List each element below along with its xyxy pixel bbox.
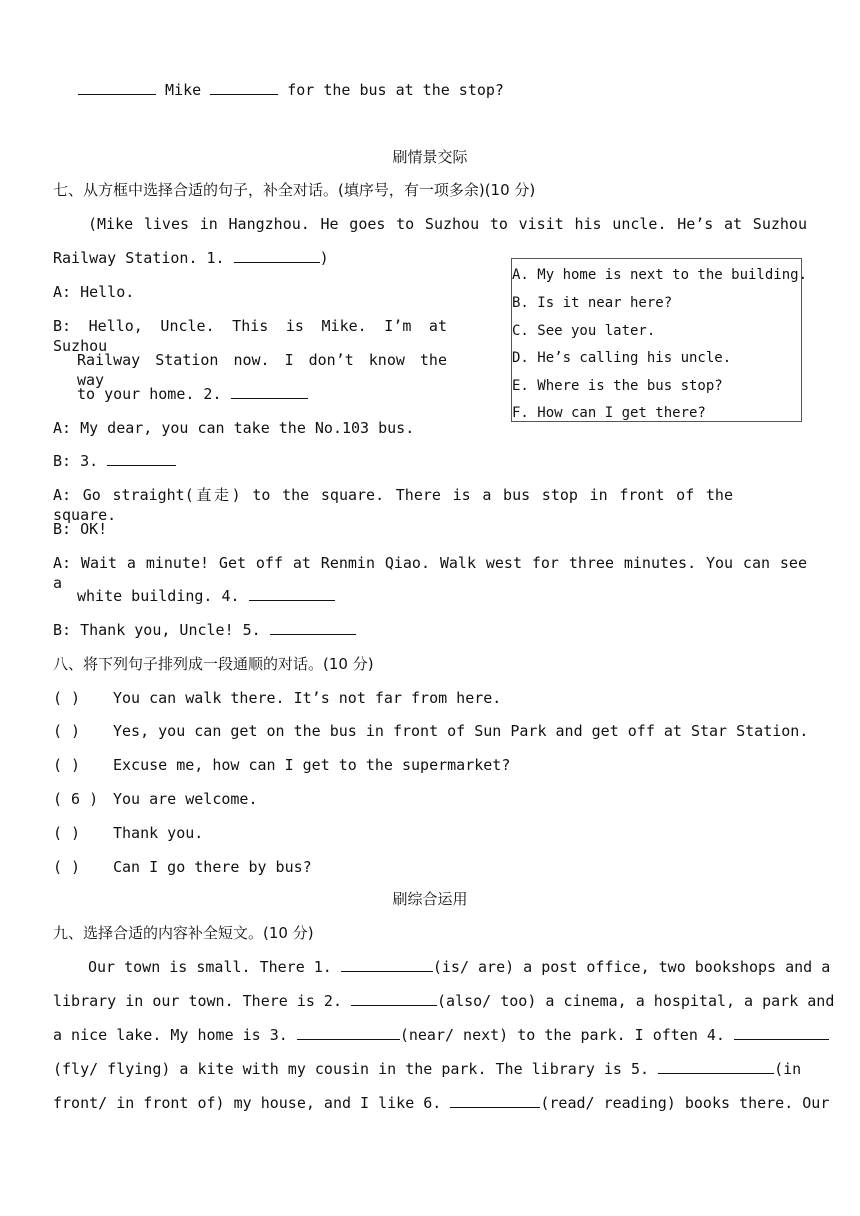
order-number-box[interactable]: ( ) [53, 858, 81, 876]
dialogue-text: B: Thank you, Uncle! 5. [53, 621, 270, 639]
passage-blank-2[interactable] [351, 991, 437, 1006]
q7-intro-line1: (Mike lives in Hangzhou. He goes to Suzhou to visit his uncle. He’s at Suzhou [88, 215, 807, 233]
passage-text: (in [774, 1060, 802, 1078]
top-question-line [78, 80, 504, 100]
order-text: You are welcome. [113, 790, 258, 808]
answer-blank-1[interactable] [234, 248, 320, 263]
answer-blank-4[interactable] [249, 586, 335, 601]
q7-intro-close: ) [319, 249, 329, 267]
order-text: Excuse me, how can I get to the supermarket? [113, 756, 511, 774]
order-item [53, 721, 808, 741]
order-number-box: ( 6 ) [53, 790, 99, 808]
passage-line [88, 957, 830, 977]
order-number-box[interactable]: ( ) [53, 756, 81, 774]
order-item [53, 688, 501, 708]
passage-blank-5[interactable] [658, 1059, 774, 1074]
q8-title: 八、将下列句子排列成一段通顺的对话。(10 分) [53, 655, 374, 673]
dialogue-line [77, 586, 335, 606]
order-item [53, 857, 312, 877]
order-number-box[interactable]: ( ) [53, 689, 81, 707]
answer-blank[interactable] [210, 80, 278, 95]
dialogue-line: A: Hello. [53, 283, 135, 301]
option-e: E. Where is the bus stop? [512, 378, 723, 394]
q7-intro-line2 [53, 248, 329, 268]
dialogue-text: white building. 4. [77, 587, 249, 605]
dialogue-line: A: Go straight(直走) to the square. There is a bus stop in front of the square. [53, 486, 733, 524]
q7-intro-text: Railway Station. 1. [53, 249, 234, 267]
passage-text: (read/ reading) books there. Our [540, 1094, 830, 1112]
passage-blank-6[interactable] [450, 1093, 540, 1108]
dialogue-text: B: 3. [53, 452, 108, 470]
passage-line [53, 991, 834, 1011]
passage-blank-1[interactable] [341, 957, 433, 972]
passage-line [53, 1025, 829, 1045]
dialogue-line [53, 620, 356, 640]
section-heading-comprehensive: 刷综合运用 [392, 890, 468, 908]
passage-text: (also/ too) a cinema, a hospital, a park and [437, 992, 835, 1010]
order-item [53, 755, 510, 775]
option-f: F. How can I get there? [512, 405, 706, 421]
option-c: C. See you later. [512, 323, 656, 339]
order-item [53, 789, 258, 809]
passage-text: (fly/ flying) a kite with my cousin in the park. The library is 5. [53, 1060, 659, 1078]
order-number-box[interactable]: ( ) [53, 824, 81, 842]
q9-title: 九、选择合适的内容补全短文。(10 分) [53, 924, 314, 942]
dialogue-line [77, 384, 308, 404]
dialogue-line: A: Wait a minute! Get off at Renmin Qiao. Walk west for three minutes. You can see a [53, 554, 807, 592]
passage-blank-3[interactable] [297, 1025, 400, 1040]
top-question-mid: Mike [156, 81, 211, 99]
option-b: B. Is it near here? [512, 295, 673, 311]
order-text: You can walk there. It’s not far from here. [113, 689, 502, 707]
dialogue-line [53, 451, 176, 471]
order-text: Can I go there by bus? [113, 858, 312, 876]
dialogue-text: to your home. 2. [77, 385, 231, 403]
options-box [511, 258, 808, 422]
passage-line [53, 1059, 801, 1079]
option-a: A. My home is next to the building. [512, 267, 808, 283]
top-question-tail: for the bus at the stop? [278, 81, 504, 99]
passage-line [53, 1093, 829, 1113]
dialogue-line: B: Hello, Uncle. This is Mike. I’m at Suzhou [53, 317, 447, 355]
q7-title: 七、从方框中选择合适的句子，补全对话。(填序号，有一项多余)(10 分) [53, 181, 536, 199]
order-item [53, 823, 203, 843]
passage-text: (is/ are) a post office, two bookshops and a [432, 958, 831, 976]
passage-text: a nice lake. My home is 3. [53, 1026, 297, 1044]
dialogue-line: Railway Station now. I don’t know the way [77, 351, 447, 389]
order-text: Thank you. [113, 824, 204, 842]
answer-blank-2[interactable] [231, 384, 308, 399]
order-number-box[interactable]: ( ) [53, 722, 81, 740]
passage-text: (near/ next) to the park. I often 4. [399, 1026, 734, 1044]
answer-blank[interactable] [78, 80, 156, 95]
passage-blank-4[interactable] [734, 1025, 829, 1040]
answer-blank-3[interactable] [107, 451, 176, 466]
dialogue-line: A: My dear, you can take the No.103 bus. [53, 419, 415, 437]
section-heading-scene: 刷情景交际 [392, 148, 468, 166]
dialogue-line: B: OK! [53, 520, 108, 538]
passage-text: Our town is small. There 1. [88, 958, 341, 976]
order-text: Yes, you can get on the bus in front of Sun Park and get off at Star Station. [113, 722, 809, 740]
answer-blank-5[interactable] [270, 620, 356, 635]
passage-text: library in our town. There is 2. [53, 992, 352, 1010]
passage-text: front/ in front of) my house, and I like 6. [53, 1094, 451, 1112]
option-d: D. He’s calling his uncle. [512, 350, 732, 366]
